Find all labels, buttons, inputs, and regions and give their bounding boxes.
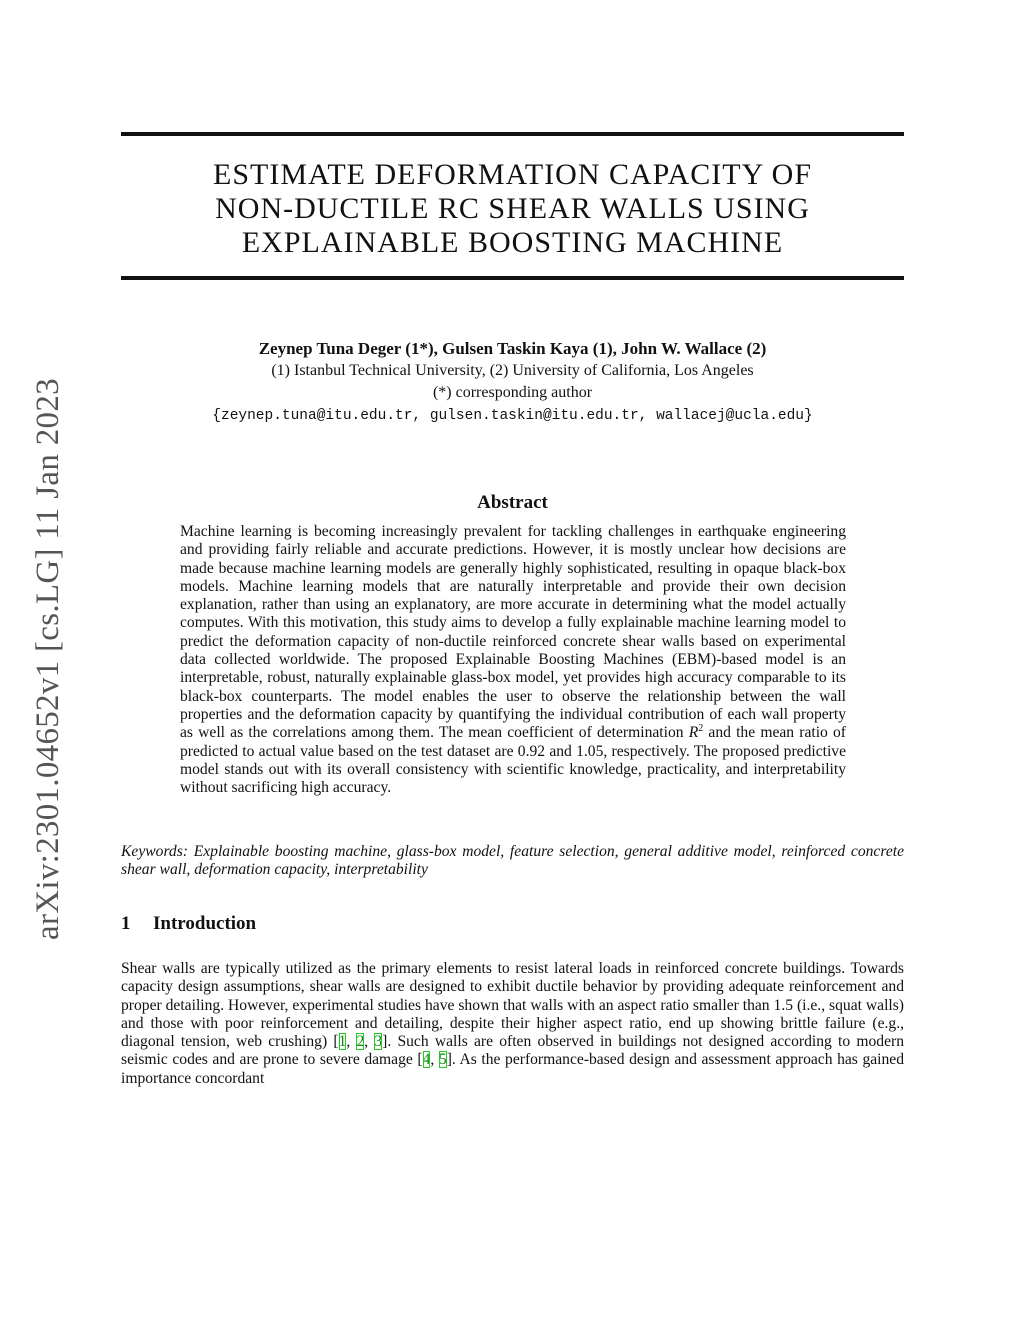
author-names: Zeynep Tuna Deger (1*), Gulsen Taskin Kaya (1), John W. Wallace (2) [258,339,767,358]
citation-link[interactable]: 2 [356,1033,365,1051]
arxiv-identifier: arXiv:2301.04652v1 [cs.LG] 11 Jan 2023 [30,378,66,940]
section-heading-introduction [121,913,256,935]
abstract-text [180,523,846,797]
abstract-heading: Abstract [477,492,548,513]
introduction-paragraph: Shear walls are typically utilized as the primary elements to resist lateral loads in reinforced concrete buildings. Towards capacity design assumptions, shear walls are designed to exhibit ductile behavior by providing adequate reinforcement and proper detailing. However, experimental studies have shown that walls with an aspect ratio smaller than 1.5 (i.e., squat walls) and those with poor reinforcement and detailing, despite their higher aspect ratio, end up showing brittle failure (e.g., diagonal tension, web crushing) [1, 2, 3]. Such walls are often observed in buildings not designed according to modern seismic codes and are prone to severe damage [4, 5]. As the performance-based design and assessment approach has gained importance concordant [121,960,905,1087]
citation-link[interactable]: 5 [438,1051,447,1069]
intro-text-part: ]. As the performance-based design and assessment approach has gained importance concordant [121,1051,905,1087]
r-squared-symbol: R [688,724,699,742]
author-block [121,338,904,428]
section-number: 1 [121,913,131,934]
abstract-text-part: Machine learning is becoming increasingly prevalent for tackling challenges in earthquake engineering and providing fairly reliable and accurate predictions. However, it is mostly unclear how decisions are made because machine learning models are generally highly sophisticated, resulting in opaque black-box models. Machine learning models that are naturally interpretable and provide their own decision explanation, rather than using an explanatory, are more accurate in determining what the model actually computes. With this motivation, this study aims to develop a fully explainable machine learning model to predict the deformation capacity of non-ductile reinforced concrete shear walls based on experimental data collected worldwide. The proposed Explainable Boosting Machines (EBM)-based model is an interpretable, robust, naturally explainable glass-box model, yet provides high accuracy comparable to its black-box counterparts. The model enables the user to observe the relationship between the wall properties and the deformation capacity by quantifying the individual contribution of each wall property as well as the correlations among them. The mean coefficient of determination [180,523,846,742]
title-line: NON-DUCTILE RC SHEAR WALLS USING [215,192,810,225]
citation-link[interactable]: 1 [338,1033,347,1051]
keywords: Keywords: Explainable boosting machine, glass-box model, feature selection, general additive model, reinforced concrete shear wall, deformation capacity, interpretability [121,843,904,879]
section-title: Introduction [153,913,257,934]
citation-link[interactable]: 4 [422,1051,431,1069]
title-line: ESTIMATE DEFORMATION CAPACITY OF [213,158,812,191]
paper-title [121,158,904,260]
title-rule-top [121,132,904,136]
citation-link[interactable]: 3 [374,1033,383,1051]
author-emails: {zeynep.tuna@itu.edu.tr, gulsen.taskin@itu.edu.tr, wallacej@ucla.edu} [212,408,813,424]
title-rule-bottom [121,276,904,280]
author-affiliations: (1) Istanbul Technical University, (2) University of California, Los Angeles [271,362,754,379]
intro-text-part: ]. Such walls are often observed in buildings not designed according to modern seismic codes and are prone to severe damage [ [121,1033,904,1069]
intro-text-part: Shear walls are typically utilized as the primary elements to resist lateral loads in reinforced concrete buildings. Towards capacity design assumptions, shear walls are designed to exhibit ductile behavior by providing adequate reinforcement and proper detailing. However, experimental studies have shown that walls with an aspect ratio smaller than 1.5 (i.e., squat walls) and those with poor reinforcement and detailing, despite their higher aspect ratio, end up showing brittle failure (e.g., diagonal tension, web crushing) [ [121,960,904,1051]
corresponding-author-note: (*) corresponding author [432,384,593,401]
abstract-text-part: and the mean ratio of predicted to actual value based on the test dataset are 0.92 and 1.05, respectively. The proposed predictive model stands out with its overall consistency with scientific knowledge, practicality, and interpretability without sacrificing high accuracy. [180,724,846,797]
r-squared-exponent: 2 [698,723,704,735]
title-line: EXPLAINABLE BOOSTING MACHINE [241,226,784,259]
